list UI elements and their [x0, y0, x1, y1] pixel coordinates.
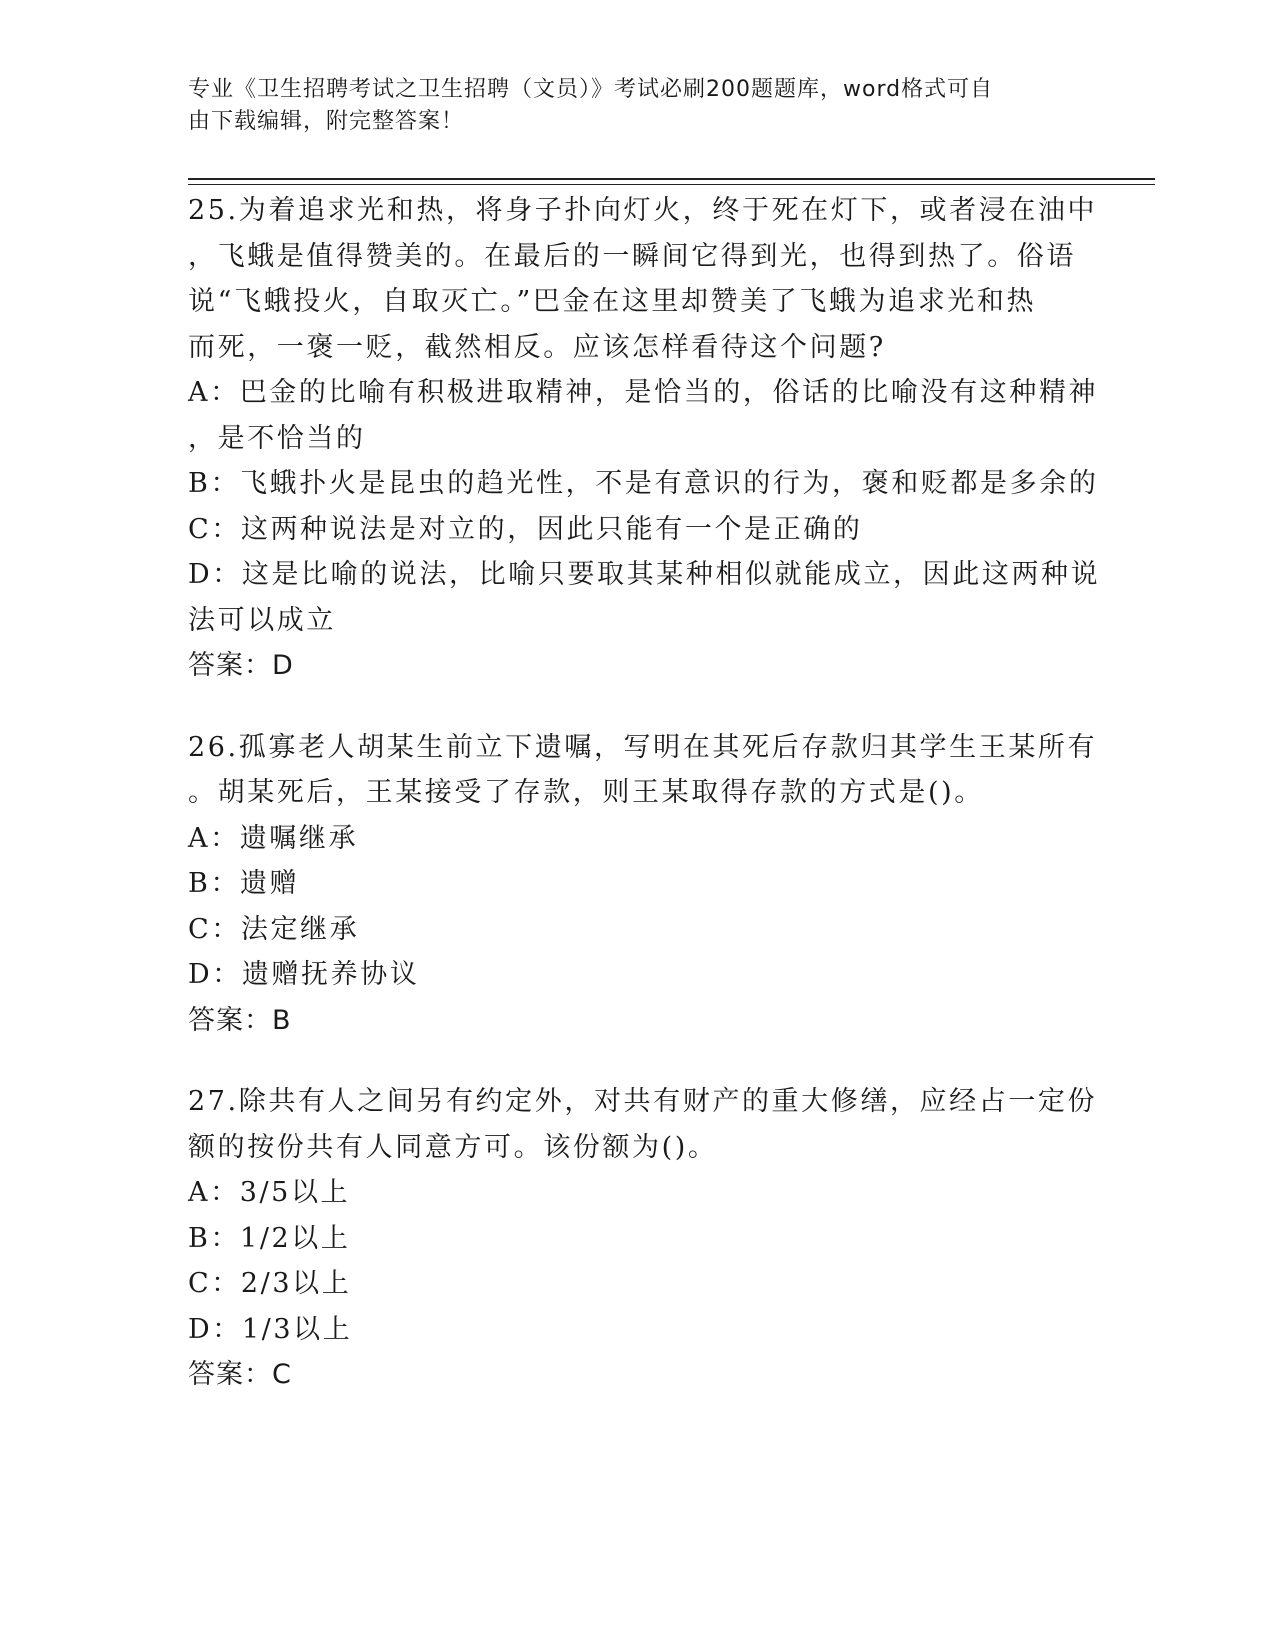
header-line-1: 专业《卫生招聘考试之卫生招聘（文员）》考试必刷200题题库，word格式可自 — [188, 77, 994, 102]
answer-line: 答案：B — [188, 1004, 292, 1036]
answer-line: 答案：C — [188, 1359, 292, 1390]
header-line-2: 由下载编辑，附完整答案！ — [188, 109, 465, 134]
answer-line: 答案：D — [188, 650, 294, 681]
question-stem-line: ，飞蛾是值得赞美的。在最后的一瞬间它得到光，也得到热了。俗语 — [188, 240, 1076, 272]
question-25 — [188, 188, 1101, 689]
option-a: A：3/5以上 — [188, 1177, 351, 1208]
question-27 — [188, 1079, 1098, 1398]
option-d-continued: 法可以成立 — [188, 604, 336, 636]
question-26 — [188, 725, 1098, 1044]
question-list — [188, 188, 1101, 1398]
question-stem-line: 说“飞蛾投火，自取灭亡。”巴金在这里却赞美了飞蛾为追求光和热 — [188, 286, 1037, 317]
option-d: D：1/3以上 — [188, 1313, 353, 1345]
question-stem-line: 而死，一褒一贬，截然相反。应该怎样看待这个问题? — [188, 331, 886, 363]
option-a: A：遗嘱继承 — [188, 822, 359, 854]
question-stem-line: 27.除共有人之间另有约定外，对共有财产的重大修缮，应经占一定份 — [188, 1086, 1098, 1117]
option-a: A：巴金的比喻有积极进取精神，是恰当的，俗话的比喻没有这种精神 — [188, 377, 1099, 408]
question-stem-line: 25.为着追求光和热，将身子扑向灯火，终于死在灯下，或者浸在油中 — [188, 195, 1098, 226]
question-stem-line: 额的按份共有人同意方可。该份额为()。 — [188, 1131, 718, 1163]
option-c: C：法定继承 — [188, 913, 360, 945]
question-stem-line: 。胡某死后，王某接受了存款，则王某取得存款的方式是()。 — [188, 777, 984, 808]
option-c: C：这两种说法是对立的，因此只能有一个是正确的 — [188, 513, 863, 545]
option-b: B：1/2以上 — [188, 1222, 351, 1254]
option-d: D：这是比喻的说法，比喻只要取其某种相似就能成立，因此这两种说 — [188, 559, 1101, 590]
option-a-continued: ，是不恰当的 — [188, 422, 366, 454]
header-divider-thin — [188, 184, 1155, 185]
document-header — [188, 74, 1068, 138]
option-c: C：2/3以上 — [188, 1268, 352, 1299]
question-stem-line: 26.孤寡老人胡某生前立下遗嘱，写明在其死后存款归其学生王某所有 — [188, 731, 1098, 763]
option-b: B：遗赠 — [188, 868, 300, 899]
option-d: D：遗赠抚养协议 — [188, 959, 420, 990]
option-b: B：飞蛾扑火是昆虫的趋光性，不是有意识的行为，褒和贬都是多余的 — [188, 468, 1099, 499]
header-divider-thick — [188, 178, 1155, 180]
